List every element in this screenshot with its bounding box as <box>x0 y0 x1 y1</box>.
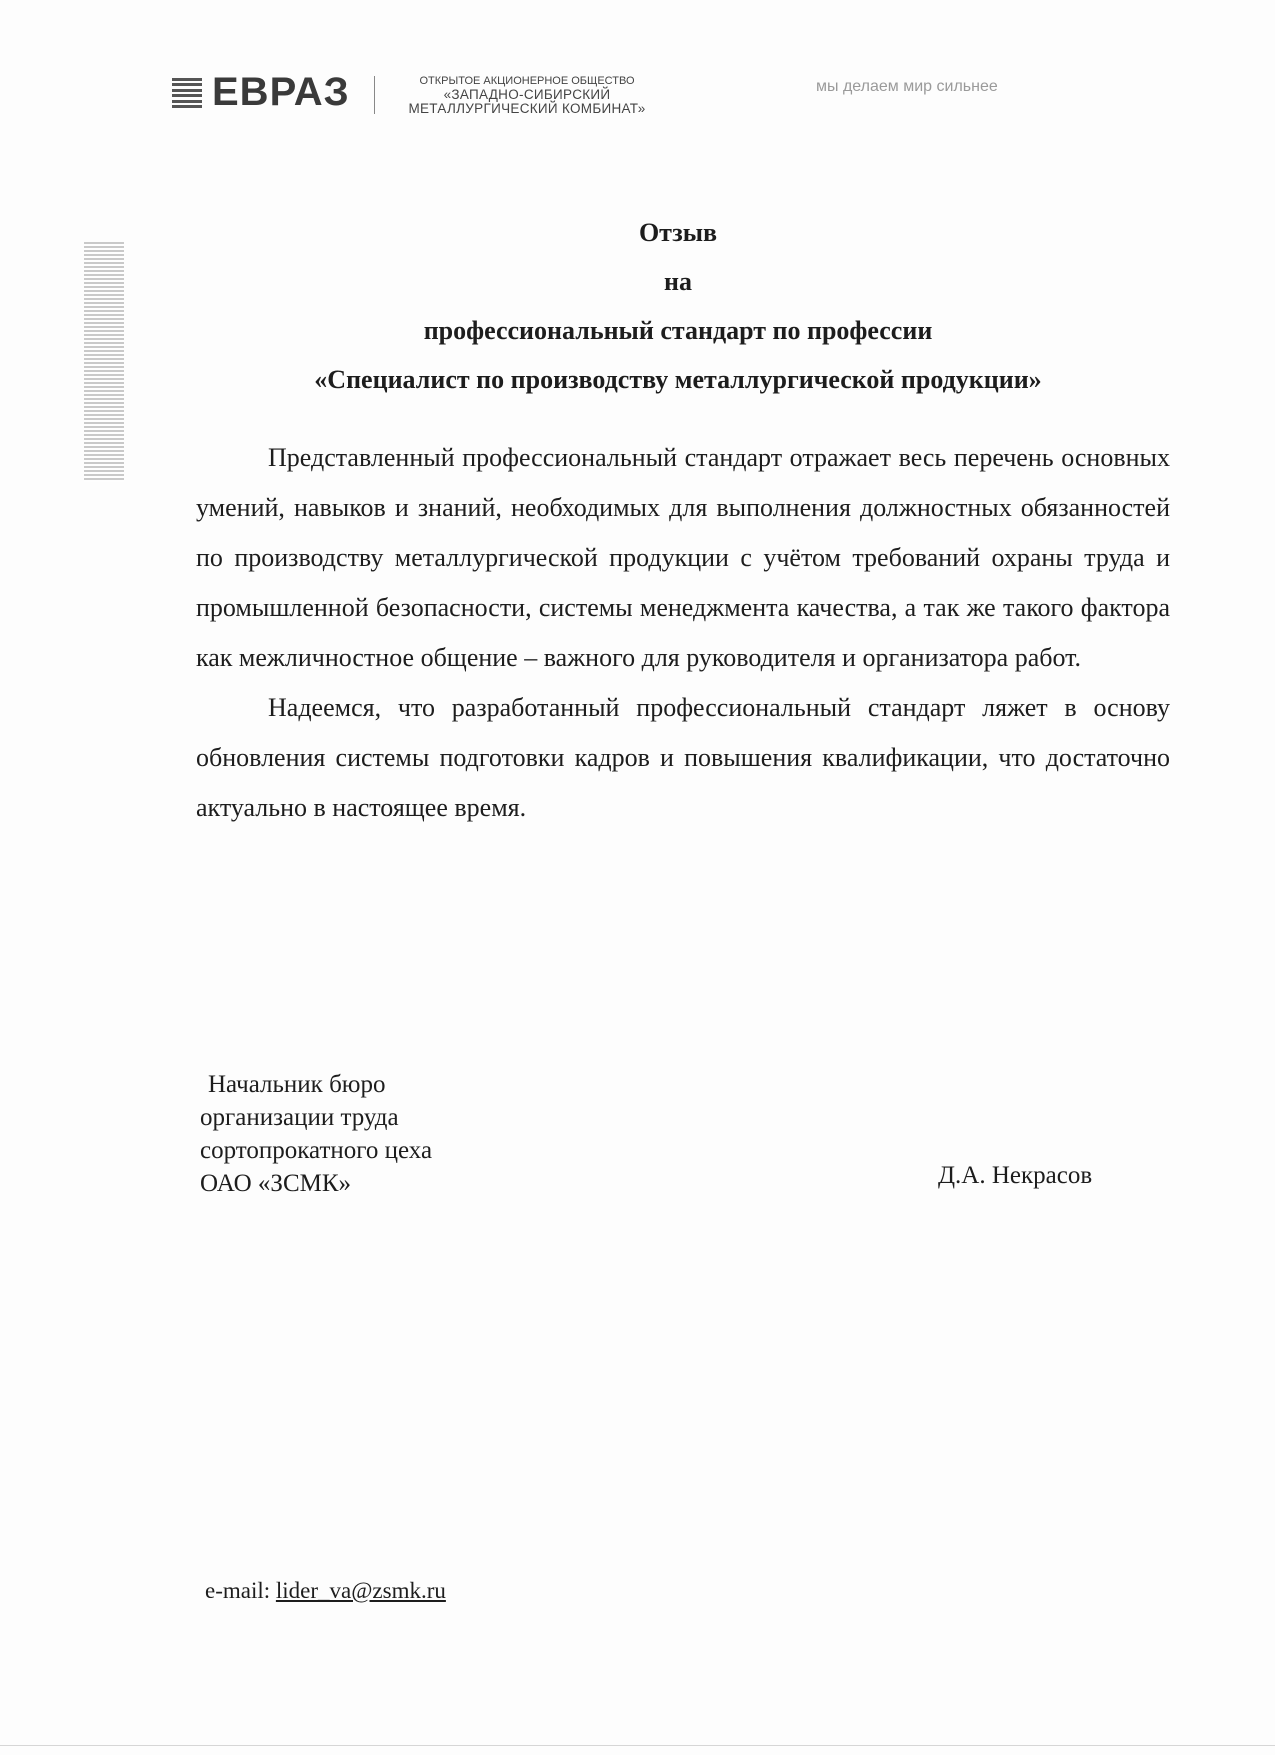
email-link[interactable]: lider_va@zsmk.ru <box>275 1578 446 1603</box>
signatory-name: Д.А. Некрасов <box>938 1162 1093 1189</box>
document-body <box>196 433 1170 833</box>
evraz-logo-icon <box>172 78 202 108</box>
position-line-2: организации труда <box>200 1104 399 1131</box>
title-line-2: на <box>664 267 692 296</box>
evraz-logo-text: ЕВРАЗ <box>212 70 350 114</box>
body-paragraph-1: Представленный профессиональный стандарт отражает весь перечень основных умений, навыков и знаний, необходимых для выполнения должностных обязанностей по производству металлургической продукции с учётом требований охраны труда и промышленной безопасности, системы менеджмента качества, а так же такого фактора как межличностное общение – важного для руководителя и организатора работ. <box>196 443 1170 672</box>
company-name-line-1: ОТКРЫТОЕ АКЦИОНЕРНОЕ ОБЩЕСТВО <box>419 75 635 87</box>
email-label: e-mail: <box>205 1578 271 1603</box>
company-name <box>382 74 672 116</box>
document-title <box>160 208 1196 404</box>
position-line-1: Начальник бюро <box>208 1071 386 1098</box>
body-paragraph-2: Надеемся, что разработанный профессиональный стандарт ляжет в основу обновления системы подготовки кадров и повышения квалификации, что достаточно актуально в настоящее время. <box>196 693 1170 822</box>
logo-divider <box>374 76 375 114</box>
signatory-position <box>200 1068 432 1200</box>
title-line-1: Отзыв <box>638 218 718 247</box>
company-name-line-2: «ЗАПАДНО-СИБИРСКИЙ <box>443 87 611 102</box>
page-bottom-edge <box>0 1745 1275 1746</box>
company-name-line-3: МЕТАЛЛУРГИЧЕСКИЙ КОМБИНАТ» <box>408 101 646 116</box>
position-line-4: ОАО «ЗСМК» <box>200 1170 352 1197</box>
contact-email <box>205 1578 446 1604</box>
position-line-3: сортопрокатного цеха <box>200 1137 433 1164</box>
title-line-3: профессиональный стандарт по профессии <box>423 316 933 345</box>
title-line-4: «Специалист по производству металлургической продукции» <box>314 365 1042 394</box>
company-slogan: мы делаем мир сильнее <box>816 78 998 95</box>
scan-margin-pattern <box>84 242 124 482</box>
